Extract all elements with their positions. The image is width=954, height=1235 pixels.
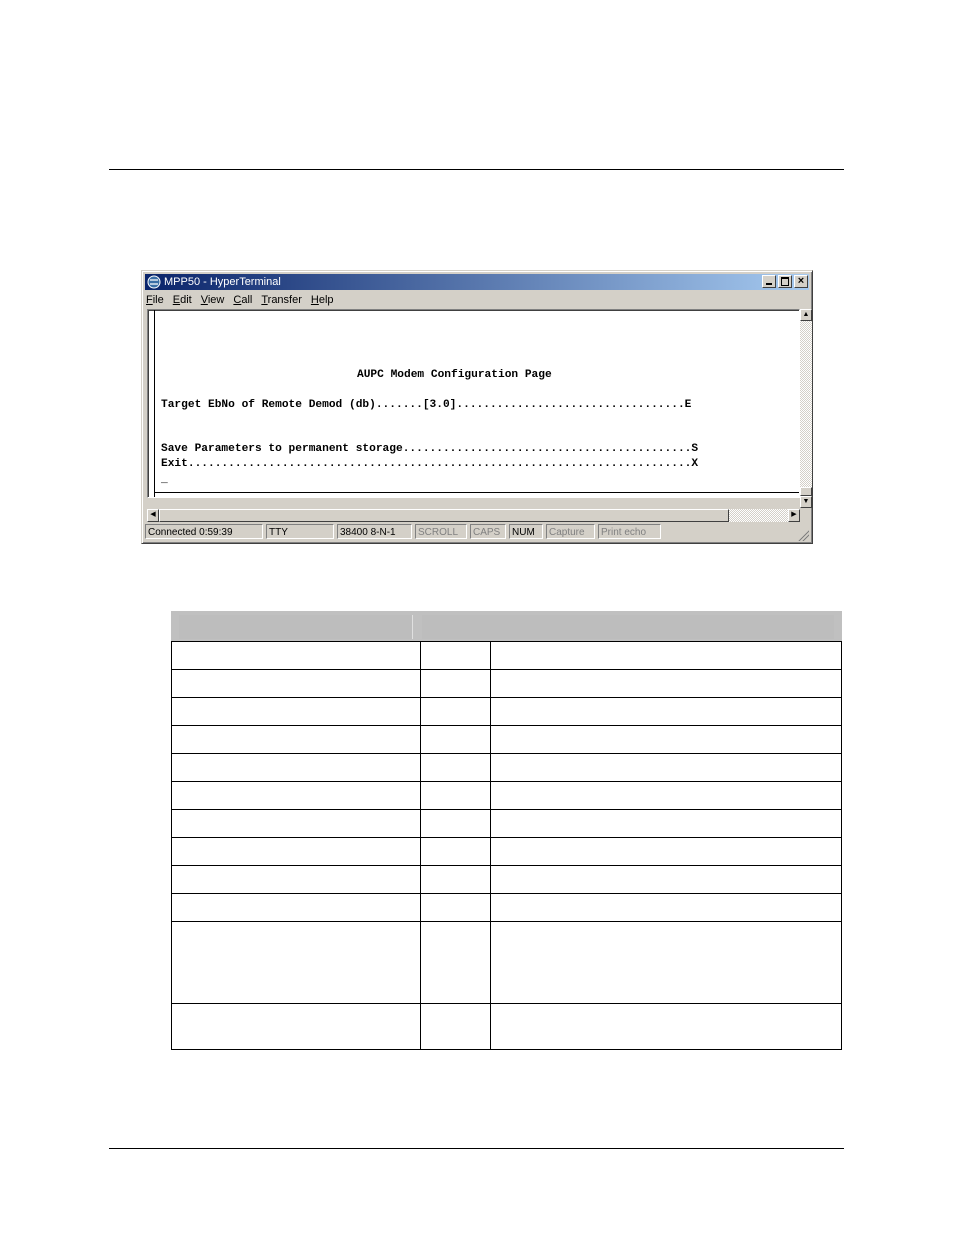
table-row bbox=[171, 922, 842, 1004]
table-row bbox=[171, 894, 842, 922]
resize-grip-icon[interactable] bbox=[797, 529, 809, 541]
hyperterminal-app-icon bbox=[147, 275, 161, 289]
table-cell bbox=[172, 670, 421, 697]
status-port-settings: 38400 8-N-1 bbox=[337, 524, 412, 539]
status-capture: Capture bbox=[546, 524, 595, 539]
table-cell bbox=[421, 754, 491, 781]
table-cell bbox=[491, 670, 841, 697]
menu-view[interactable]: View bbox=[200, 294, 225, 306]
table-row bbox=[171, 698, 842, 726]
menu-file[interactable]: File bbox=[146, 294, 164, 306]
status-connected: Connected 0:59:39 bbox=[145, 524, 263, 539]
table-cell bbox=[421, 894, 491, 921]
scroll-down-button[interactable]: ▼ bbox=[800, 496, 812, 508]
table-cell bbox=[172, 866, 421, 893]
vertical-scroll-thumb[interactable] bbox=[800, 487, 812, 496]
table-row bbox=[171, 1004, 842, 1050]
table-row bbox=[171, 866, 842, 894]
table-cell bbox=[421, 698, 491, 725]
table-body bbox=[171, 641, 842, 1050]
footer-rule bbox=[109, 1148, 844, 1149]
terminal-cursor: _ bbox=[161, 474, 168, 486]
maximize-button[interactable] bbox=[778, 275, 792, 288]
menu-call[interactable]: Call bbox=[233, 294, 253, 306]
menu-edit[interactable]: Edit bbox=[172, 294, 192, 306]
table-cell bbox=[491, 922, 841, 1003]
table-cell bbox=[491, 866, 841, 893]
header-rule bbox=[109, 169, 844, 170]
table-row bbox=[171, 641, 842, 670]
table-cell bbox=[172, 810, 421, 837]
horizontal-scrollbar[interactable] bbox=[147, 509, 800, 522]
terminal-screen[interactable] bbox=[147, 309, 800, 498]
table-cell bbox=[491, 726, 841, 753]
table-cell bbox=[172, 922, 421, 1003]
menu-help[interactable]: Help bbox=[310, 294, 334, 306]
table-cell bbox=[491, 894, 841, 921]
hyperterminal-window[interactable] bbox=[141, 270, 813, 544]
table-row bbox=[171, 754, 842, 782]
table-cell bbox=[491, 642, 841, 669]
menu-bar bbox=[146, 292, 343, 308]
table-cell bbox=[491, 810, 841, 837]
table-cell bbox=[421, 670, 491, 697]
table-row bbox=[171, 782, 842, 810]
table-cell bbox=[172, 698, 421, 725]
table-cell bbox=[172, 782, 421, 809]
status-print-echo: Print echo bbox=[598, 524, 661, 539]
table-cell bbox=[491, 754, 841, 781]
table-cell bbox=[491, 698, 841, 725]
table-cell bbox=[421, 922, 491, 1003]
status-emulation: TTY bbox=[266, 524, 334, 539]
table-cell bbox=[491, 1004, 841, 1049]
table-row bbox=[171, 838, 842, 866]
table-row bbox=[171, 670, 842, 698]
status-caps: CAPS bbox=[470, 524, 506, 539]
table-cell bbox=[421, 726, 491, 753]
terminal-heading: AUPC Modem Configuration Page bbox=[357, 369, 552, 381]
close-button[interactable]: × bbox=[794, 275, 808, 288]
window-title: MPP50 - HyperTerminal bbox=[164, 276, 281, 288]
menu-transfer[interactable]: Transfer bbox=[261, 294, 302, 306]
status-scroll: SCROLL bbox=[415, 524, 467, 539]
table-cell bbox=[421, 782, 491, 809]
table-cell bbox=[491, 838, 841, 865]
parameter-table bbox=[171, 611, 842, 1050]
table-header bbox=[171, 611, 842, 641]
horizontal-scroll-thumb[interactable] bbox=[159, 509, 729, 522]
table-cell bbox=[172, 642, 421, 669]
table-cell bbox=[421, 810, 491, 837]
table-cell bbox=[421, 642, 491, 669]
table-cell bbox=[172, 838, 421, 865]
terminal-line-exit: Exit...........................................................................X bbox=[161, 458, 699, 470]
terminal-line-target-ebno: Target EbNo of Remote Demod (db).......[3.0]..................................E bbox=[161, 399, 692, 411]
title-bar[interactable] bbox=[145, 274, 809, 290]
table-row bbox=[171, 726, 842, 754]
table-cell bbox=[421, 838, 491, 865]
status-num: NUM bbox=[509, 524, 543, 539]
vertical-scrollbar[interactable] bbox=[800, 309, 812, 508]
table-cell bbox=[172, 726, 421, 753]
table-cell bbox=[491, 782, 841, 809]
status-bar bbox=[145, 524, 809, 541]
minimize-button[interactable] bbox=[762, 275, 776, 288]
scroll-right-button[interactable]: ▶ bbox=[788, 509, 800, 522]
terminal-line-save: Save Parameters to permanent storage...........................................S bbox=[161, 443, 699, 455]
table-row bbox=[171, 810, 842, 838]
table-cell bbox=[421, 1004, 491, 1049]
table-cell bbox=[172, 1004, 421, 1049]
scroll-up-button[interactable]: ▲ bbox=[800, 309, 812, 321]
table-cell bbox=[421, 866, 491, 893]
table-cell bbox=[172, 894, 421, 921]
scroll-left-button[interactable]: ◀ bbox=[147, 509, 159, 522]
table-cell bbox=[172, 754, 421, 781]
